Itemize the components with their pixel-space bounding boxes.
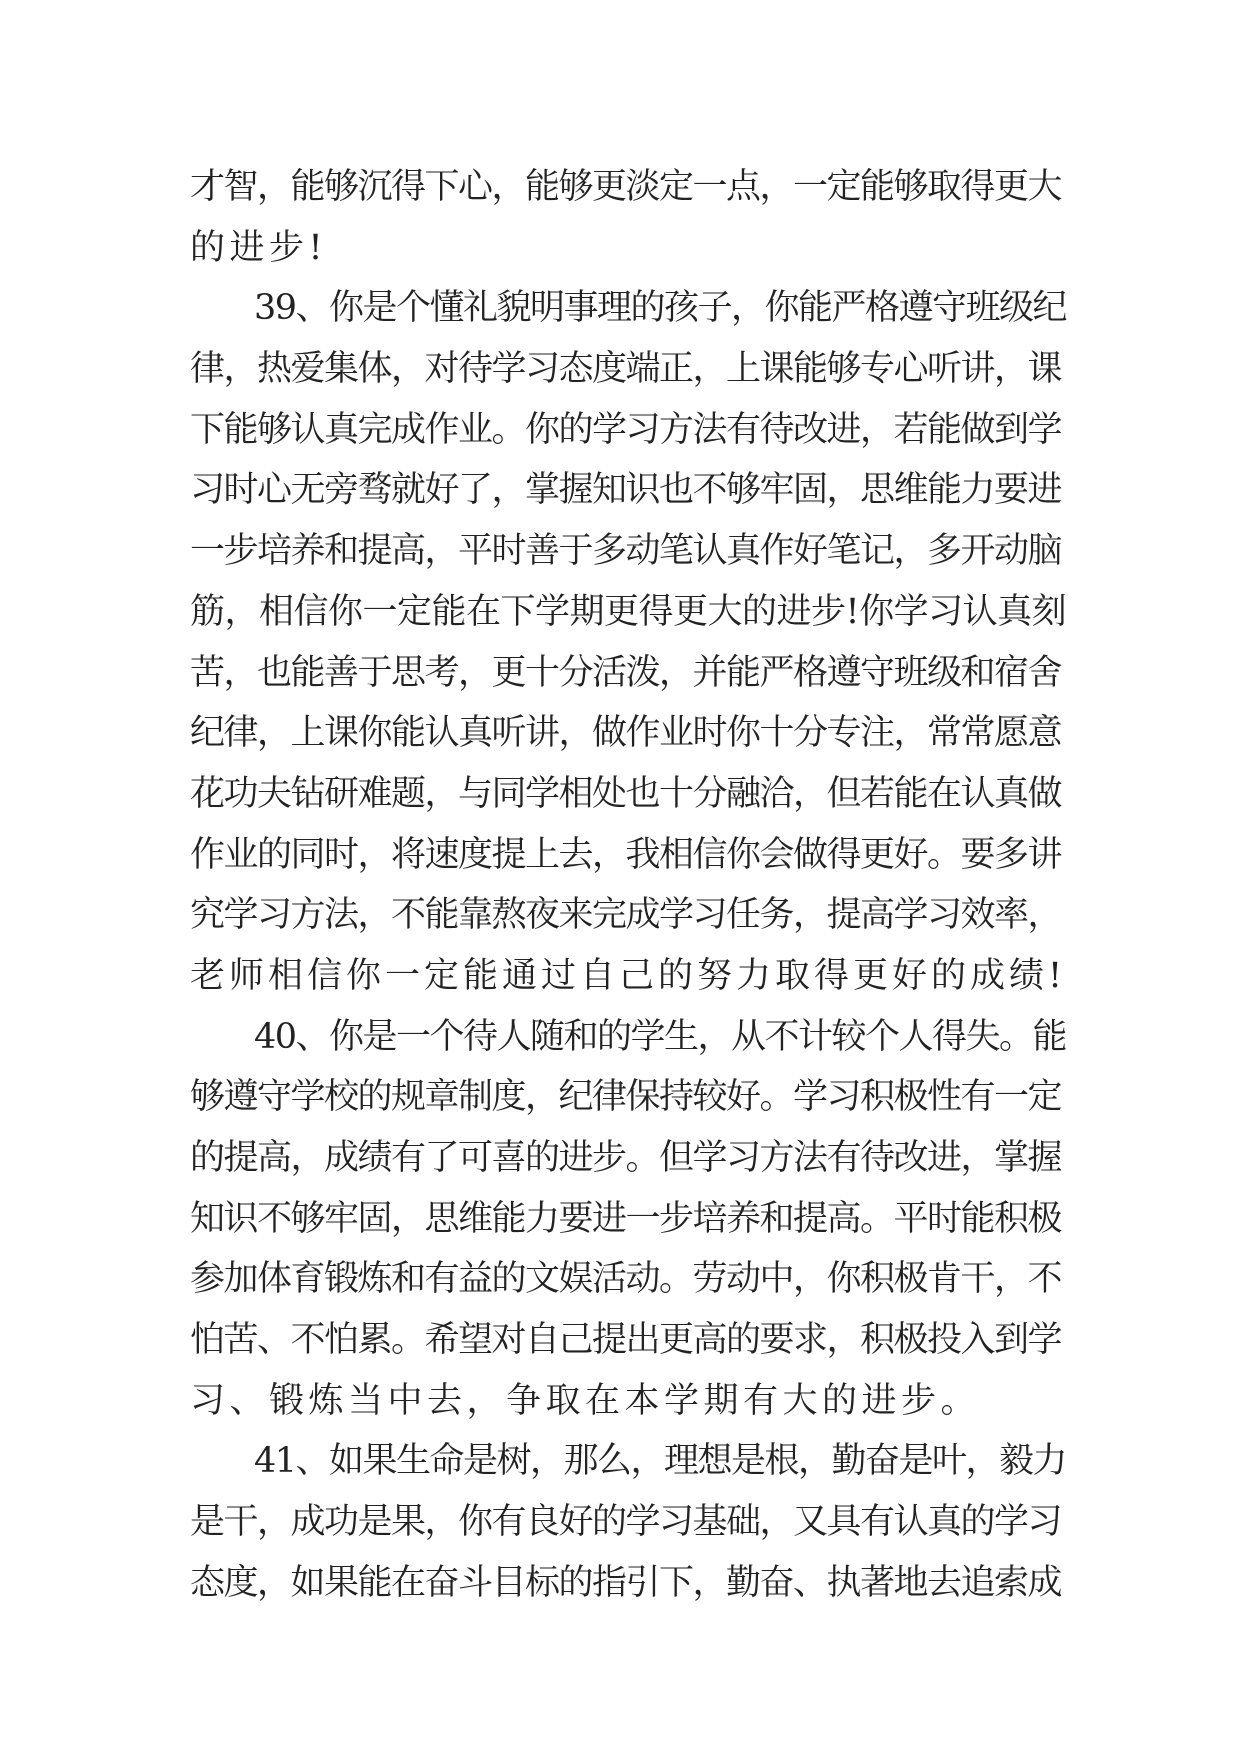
text-line: 态度，如果能在奋斗目标的指引下，勤奋、执著地去追索成 <box>190 1562 1062 1603</box>
paragraph-first-line: 41、如果生命是树，那么，理想是根，勤奋是叶，毅力 <box>254 1441 1067 1482</box>
text-line: 是干，成功是果，你有良好的学习基础，又具有认真的学习 <box>190 1502 1062 1543</box>
text-line: 参加体育锻炼和有益的文娱活动。劳动中，你积极肯干，不 <box>190 1259 1062 1300</box>
paragraph-first-line: 40、你是一个待人随和的学生，从不计较个人得失。能 <box>254 1016 1067 1057</box>
paragraph-first-line: 39、你是个懂礼貌明事理的孩子，你能严格遵守班级纪 <box>254 288 1067 329</box>
text-line: 知识不够牢固，思维能力要进一步培养和提高。平时能积极 <box>190 1198 1062 1239</box>
text-line: 筋，相信你一定能在下学期更得更大的进步!你学习认真刻 <box>190 591 1067 632</box>
text-line: 老师相信你一定能通过自己的努力取得更好的成绩! <box>190 955 1067 996</box>
text-line: 苦，也能善于思考，更十分活泼，并能严格遵守班级和宿舍 <box>190 652 1062 693</box>
text-line: 律，热爱集体，对待学习态度端正，上课能够专心听讲，课 <box>190 349 1062 390</box>
text-line: 纪律，上课你能认真听讲，做作业时你十分专注，常常愿意 <box>190 713 1062 754</box>
text-line: 花功夫钻研难题，与同学相处也十分融洽，但若能在认真做 <box>190 773 1062 814</box>
text-line: 究学习方法，不能靠熬夜来完成学习任务，提高学习效率， <box>190 895 1062 936</box>
text-line: 怕苦、不怕累。希望对自己提出更高的要求，积极投入到学 <box>190 1320 1062 1361</box>
text-line: 下能够认真完成作业。你的学习方法有待改进，若能做到学 <box>190 409 1062 450</box>
text-line: 一步培养和提高，平时善于多动笔认真作好笔记，多开动脑 <box>190 531 1062 572</box>
text-line: 作业的同时，将速度提上去，我相信你会做得更好。要多讲 <box>190 834 1062 875</box>
document-body <box>190 157 1070 1614</box>
text-line: 才智，能够沉得下心，能够更淡定一点，一定能够取得更大 <box>190 167 1062 207</box>
text-line: 的提高，成绩有了可喜的进步。但学习方法有待改进，掌握 <box>190 1138 1062 1178</box>
text-line: 够遵守学校的规章制度，纪律保持较好。学习积极性有一定 <box>190 1077 1062 1118</box>
text-line: 习时心无旁骛就好了，掌握知识也不够牢固，思维能力要进 <box>190 470 1062 511</box>
text-line: 习、锻炼当中去，争取在本学期有大的进步。 <box>190 1380 981 1421</box>
text-line: 的进步! <box>190 227 328 268</box>
